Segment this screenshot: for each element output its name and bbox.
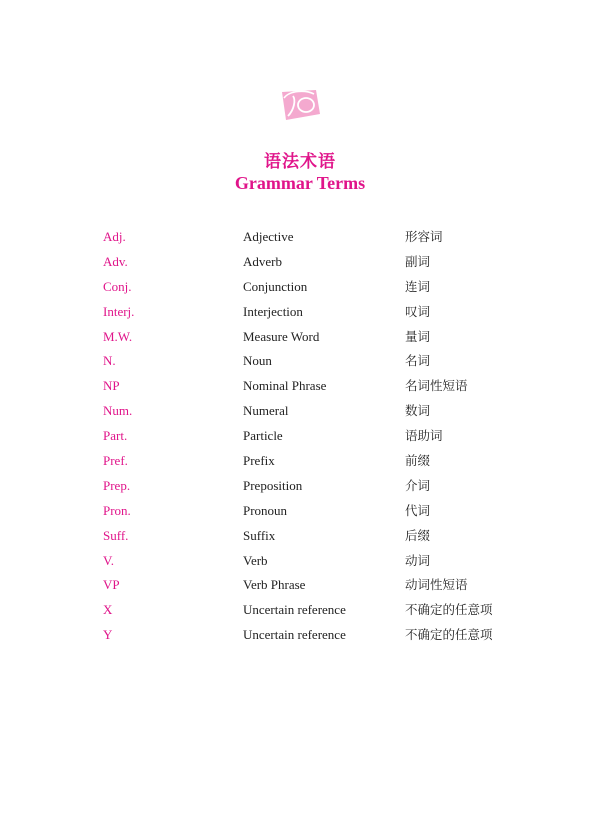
term-chinese: 名词: [405, 353, 431, 369]
term-abbreviation: Y: [103, 627, 113, 643]
term-abbreviation: Pron.: [103, 502, 131, 518]
term-row: [103, 551, 523, 576]
term-english: Adverb: [243, 253, 282, 269]
term-row: [103, 600, 523, 625]
term-abbreviation: Conj.: [103, 278, 132, 294]
term-chinese: 介词: [405, 477, 431, 493]
term-row: [103, 526, 523, 551]
term-chinese: 动词: [405, 552, 431, 568]
term-chinese: 量词: [405, 328, 431, 344]
term-chinese: 不确定的任意项: [405, 627, 493, 643]
term-abbreviation: VP: [103, 577, 120, 593]
term-english: Conjunction: [243, 278, 308, 294]
term-row: [103, 327, 523, 352]
term-row: [103, 451, 523, 476]
term-abbreviation: Suff.: [103, 527, 129, 543]
term-row: [103, 401, 523, 426]
term-row: [103, 625, 523, 650]
grammar-terms-list: [103, 227, 523, 650]
term-row: [103, 376, 523, 401]
term-abbreviation: NP: [103, 378, 120, 394]
term-chinese: 数词: [405, 403, 431, 419]
term-abbreviation: Adj.: [103, 229, 126, 244]
term-row: [103, 501, 523, 526]
term-abbreviation: Adv.: [103, 253, 128, 269]
term-english: Noun: [243, 353, 272, 369]
term-english: Nominal Phrase: [243, 378, 327, 394]
term-row: [103, 227, 523, 252]
term-abbreviation: V.: [103, 552, 114, 568]
term-abbreviation: N.: [103, 353, 116, 369]
term-english: Uncertain reference: [243, 627, 346, 643]
term-english: Adjective: [243, 229, 294, 244]
term-chinese: 不确定的任意项: [405, 602, 493, 618]
term-row: [103, 426, 523, 451]
pink-swoosh-logo-icon: [276, 88, 324, 122]
term-row: [103, 302, 523, 327]
term-english: Suffix: [243, 527, 276, 543]
term-chinese: 语助词: [405, 428, 443, 444]
term-chinese: 后缀: [405, 527, 431, 543]
term-english: Particle: [243, 428, 283, 444]
term-english: Numeral: [243, 403, 289, 419]
term-english: Verb: [243, 552, 268, 568]
term-english: Pronoun: [243, 502, 288, 518]
term-row: [103, 351, 523, 376]
term-chinese: 连词: [405, 278, 431, 294]
term-chinese: 形容词: [405, 229, 443, 244]
page-title-chinese: 语法术语: [264, 152, 336, 172]
term-abbreviation: Prep.: [103, 477, 131, 493]
term-abbreviation: Num.: [103, 403, 133, 419]
term-abbreviation: Part.: [103, 428, 128, 444]
term-english: Interjection: [243, 303, 303, 319]
term-abbreviation: Pref.: [103, 453, 128, 469]
term-chinese: 副词: [405, 253, 431, 269]
term-abbreviation: Interj.: [103, 303, 135, 319]
term-row: [103, 277, 523, 302]
page-title-english: Grammar Terms: [234, 173, 366, 193]
term-chinese: 代词: [405, 502, 431, 518]
term-chinese: 前缀: [405, 453, 431, 469]
term-english: Uncertain reference: [243, 602, 346, 618]
term-abbreviation: M.W.: [103, 328, 133, 344]
term-abbreviation: X: [103, 602, 113, 618]
term-row: [103, 476, 523, 501]
term-english: Verb Phrase: [243, 577, 306, 593]
term-row: [103, 575, 523, 600]
term-english: Preposition: [243, 477, 303, 493]
term-chinese: 动词性短语: [405, 577, 468, 593]
term-row: [103, 252, 523, 277]
term-english: Measure Word: [243, 328, 320, 344]
term-chinese: 叹词: [405, 303, 431, 319]
term-english: Prefix: [243, 453, 275, 469]
term-chinese: 名词性短语: [405, 378, 468, 394]
